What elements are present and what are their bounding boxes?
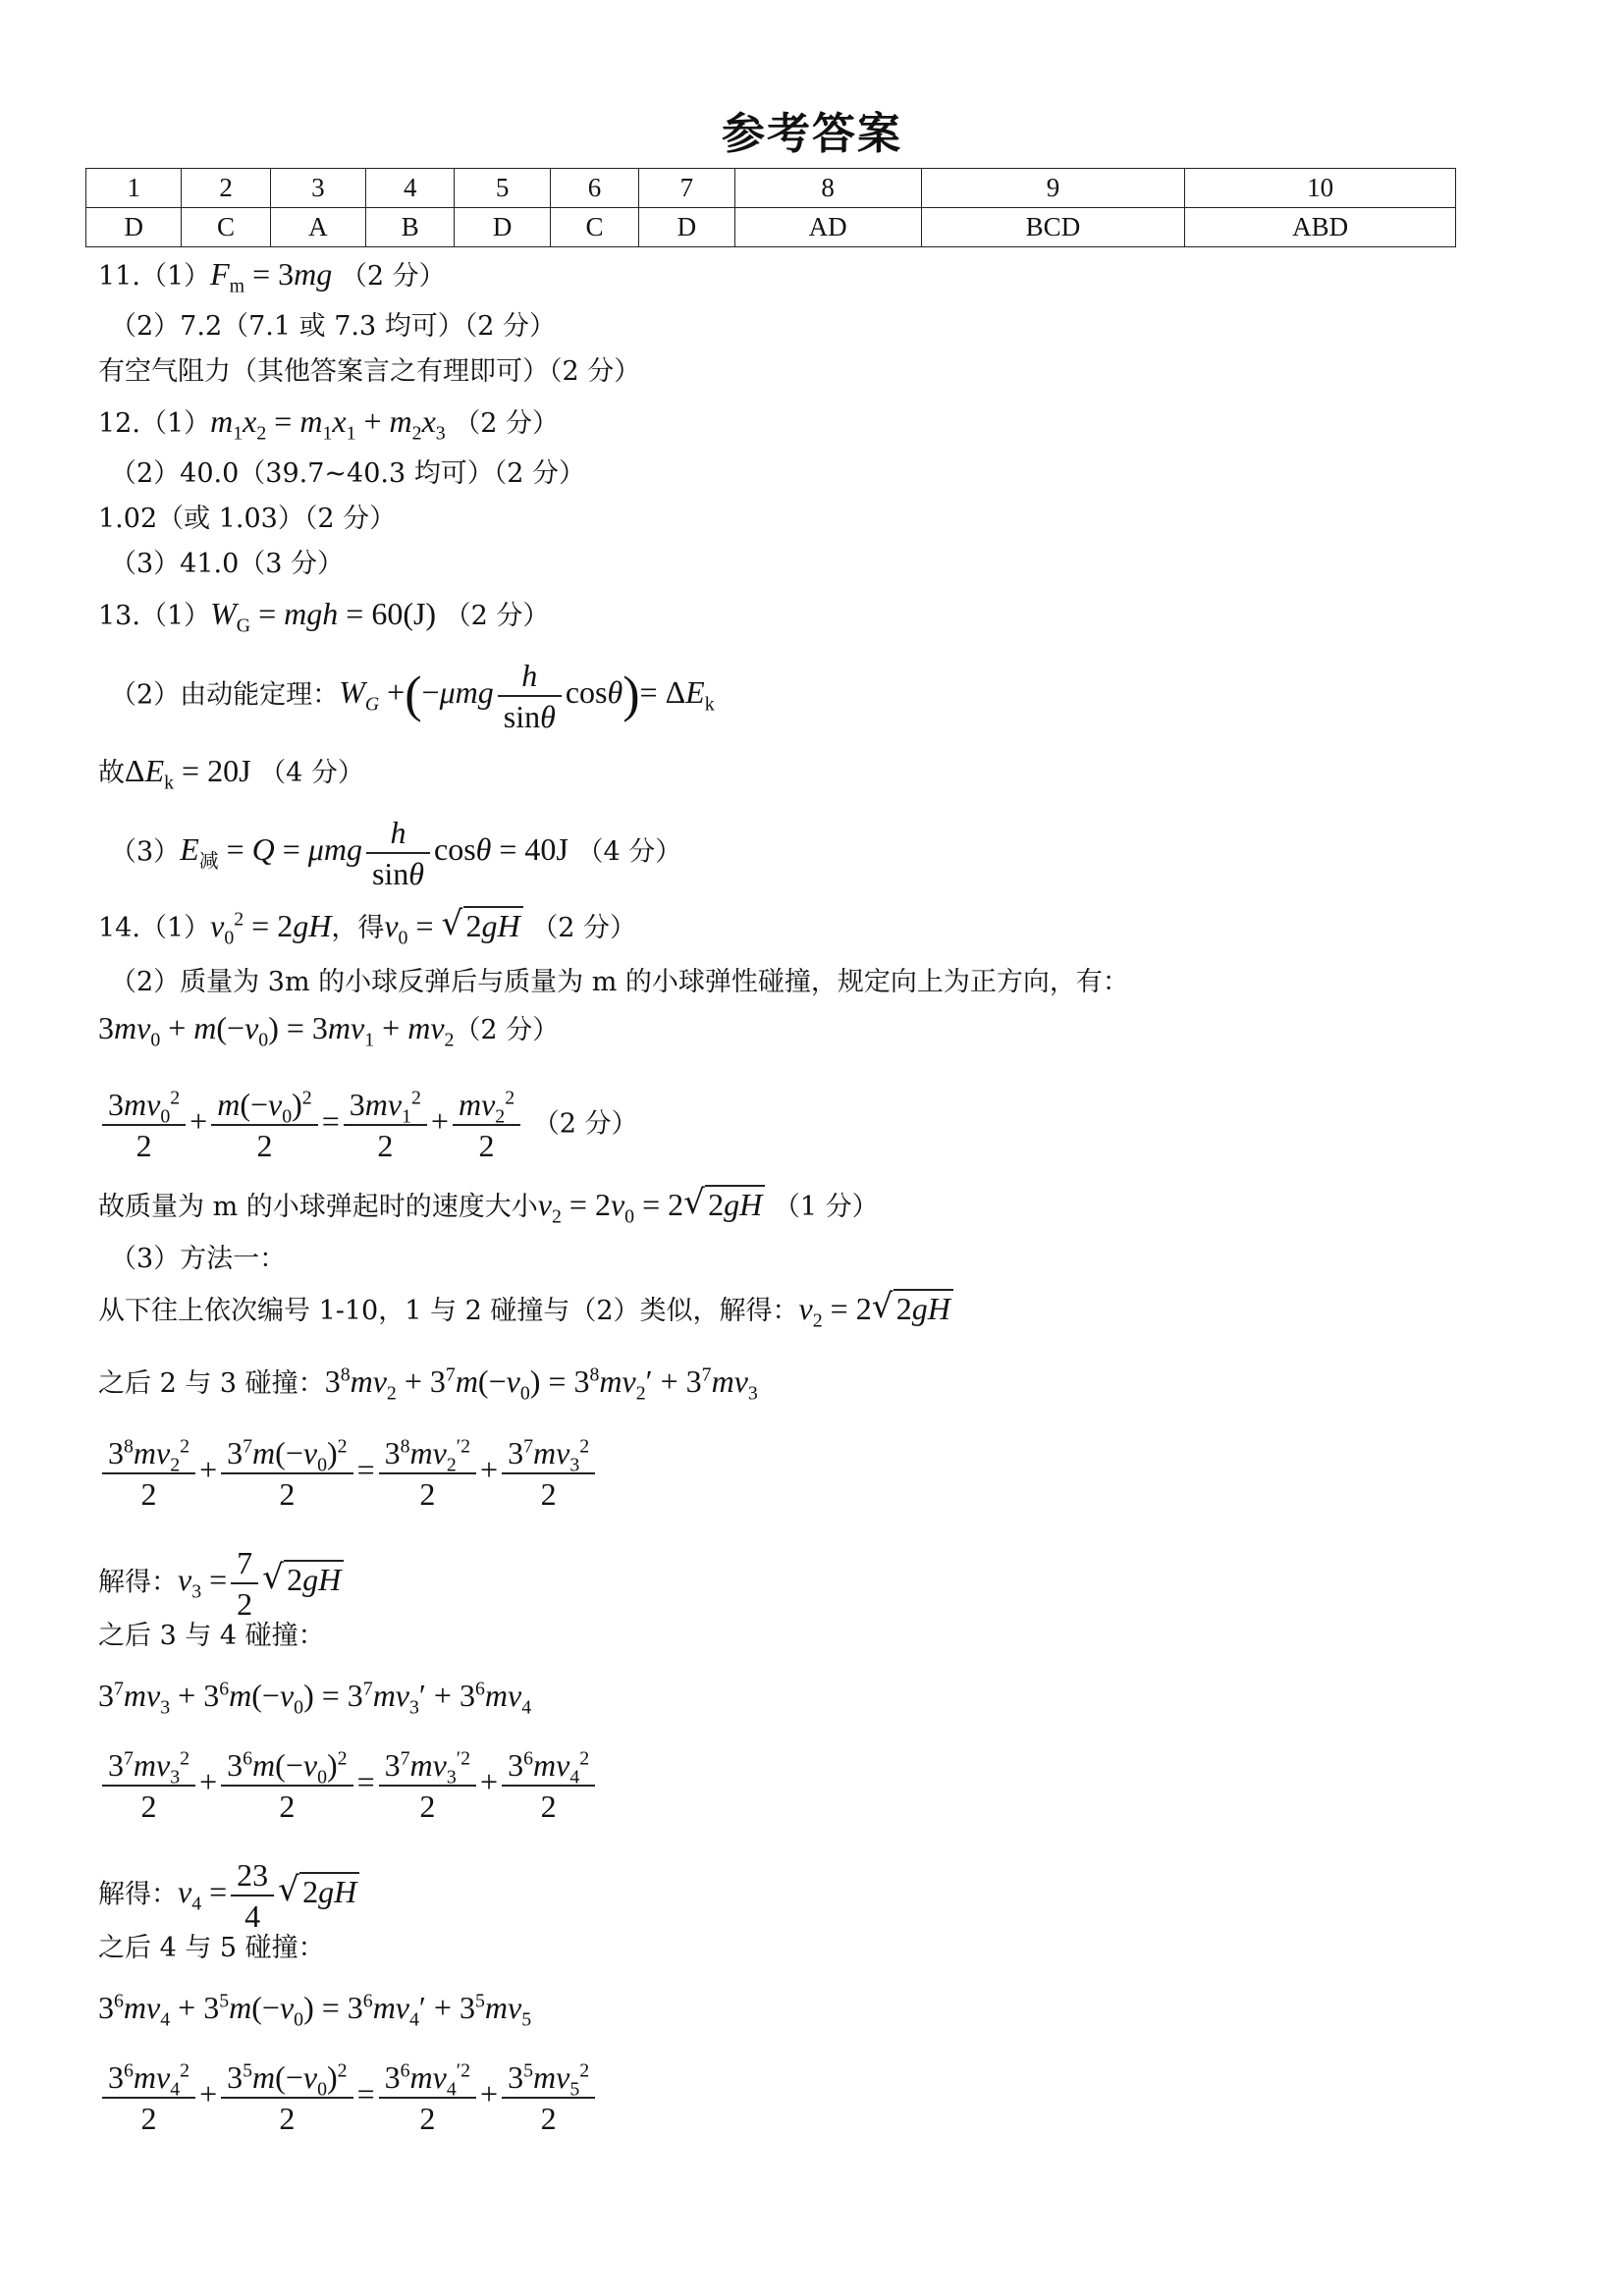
table-cell: D xyxy=(86,208,182,247)
q14-collision-2-3-momentum: 之后 2 与 3 碰撞：$3^8mv_2 + 3^7m(-v_0) = 3^8mv_2' + 3^7mv_3$ xyxy=(98,1363,758,1405)
table-cell: A xyxy=(270,208,365,247)
q14-energy-eq: $\frac{3mv_0^2}{2}$ + $\frac{m(-v_0)^2}{2}$ = $\frac{3mv_1^2}{2}$ + $\frac{mv_2^2}{2}$ （2 分） xyxy=(98,1085,637,1165)
q14-collision-4-5-momentum: $3^6mv_4 + 3^5m(-v_0) = 3^6mv_4' + 3^5mv_5$ xyxy=(98,1990,532,2031)
q14-momentum-eq: $3mv_0 + m(-v_0) = 3mv_1 + mv_2(2$ 分） xyxy=(98,1010,560,1051)
q14-part2-result: 故质量为 m 的小球弹起时的速度大小$v_2 = 2v_0 = 2√$ 2gH （1 分） xyxy=(98,1188,879,1224)
q12-part1: $12.(1)m_1x_2 = m_1x_1 + m_2x_3$ （2 分） xyxy=(98,403,560,445)
q13-part3: $(3)E_减 = Q = \mu mg$ $\frac{h}{\sin\theta}$ cosθ = 40J （4 分） xyxy=(110,815,682,891)
q11-part2-note: 有空气阻力（其他答案言之有理即可）（2 分） xyxy=(98,356,641,387)
table-cell: 6 xyxy=(550,169,638,208)
q14-part2-intro: （2）质量为 3m 的小球反弹后与质量为 m 的小球弹性碰撞，规定向上为正方向，有： xyxy=(110,967,1129,997)
table-cell: B xyxy=(366,208,455,247)
q14-collision-1-2: 从下往上依次编号 1-10，1 与 2 碰撞与（2）类似，解得：$v_2 = 2√$ 2gH xyxy=(98,1292,953,1328)
answer-table xyxy=(85,168,1456,247)
q13-part2-result: 故$\Delta E_k = 20J$ （4 分） xyxy=(98,753,364,794)
table-cell: 5 xyxy=(455,169,550,208)
page-title: 参考答案 xyxy=(722,109,902,159)
q14-v3-result: 解得：$v_3$ = $\frac{7}{2}$ √ 2gH xyxy=(98,1543,344,1624)
table-cell: 4 xyxy=(366,169,455,208)
table-cell: D xyxy=(639,208,734,247)
table-cell: C xyxy=(550,208,638,247)
q14-collision-3-4-energy: $\frac{3^7mv_3^2}{2}$ + $\frac{3^6m(-v_0)^2}{2}$ = $\frac{3^7mv_3^{'2}}{2}$ + $\frac{3^6mv_4^2}{2}$ xyxy=(98,1745,599,1826)
q14-collision-4-5-energy: $\frac{3^6mv_4^2}{2}$ + $\frac{3^5m(-v_0)^2}{2}$ = $\frac{3^6mv_4^{'2}}{2}$ + $\frac{3^5mv_5^2}{2}$ xyxy=(98,2057,599,2138)
q13-part2: （2）由动能定理：$W_G +(-\mu mg$ $\frac{h}{\sin\theta}$ $\cos\theta)= \Delta E_k$ xyxy=(110,658,715,734)
table-cell: AD xyxy=(734,208,921,247)
table-cell: 9 xyxy=(921,169,1185,208)
q14-part3-method: （3）方法一： xyxy=(110,1244,287,1274)
table-cell: 3 xyxy=(270,169,365,208)
q11-part1: $11.(1)F_m = 3mg$ （2 分） xyxy=(98,256,446,297)
q12-part2: （2）40.0（39.7~40.3 均可）（2 分） xyxy=(110,458,585,489)
q12-part3: （3）41.0（3 分） xyxy=(110,549,345,579)
table-cell: 10 xyxy=(1185,169,1456,208)
q14-collision-3-4-label: 之后 3 与 4 碰撞： xyxy=(98,1621,325,1651)
answer-table-number-row xyxy=(86,169,1456,208)
q14-collision-3-4-momentum: $3^7mv_3 + 3^6m(-v_0) = 3^7mv_3' + 3^6mv_4$ xyxy=(98,1678,532,1719)
q13-part1: $13.(1)W_G$ = mgh = 60(J) （2 分） xyxy=(98,596,550,637)
q14-v4-result: 解得：$v_4$ = $\frac{23}{4}$ √ 2gH xyxy=(98,1855,359,1936)
q14-part1: $14.(1)v_0^2 = 2gH$，得$v_0$ = √ 2gH （2 分） xyxy=(98,909,636,945)
q11-part2: （2）7.2（7.1 或 7.3 均可）（2 分） xyxy=(110,311,557,342)
q12-part2-note: 1.02（或 1.03）（2 分） xyxy=(98,504,397,534)
table-cell: 8 xyxy=(734,169,921,208)
q14-collision-2-3-energy: $\frac{3^8mv_2^2}{2}$ + $\frac{3^7m(-v_0)^2}{2}$ = $\frac{3^8mv_2^{'2}}{2}$ + $\frac{3^7mv_3^2}{2}$ xyxy=(98,1433,599,1514)
table-cell: C xyxy=(182,208,270,247)
q14-collision-4-5-label: 之后 4 与 5 碰撞： xyxy=(98,1933,325,1963)
table-cell: ABD xyxy=(1185,208,1456,247)
table-cell: 7 xyxy=(639,169,734,208)
table-cell: D xyxy=(455,208,550,247)
table-cell: BCD xyxy=(921,208,1185,247)
answer-table-answer-row xyxy=(86,208,1456,247)
table-cell: 1 xyxy=(86,169,182,208)
table-cell: 2 xyxy=(182,169,270,208)
